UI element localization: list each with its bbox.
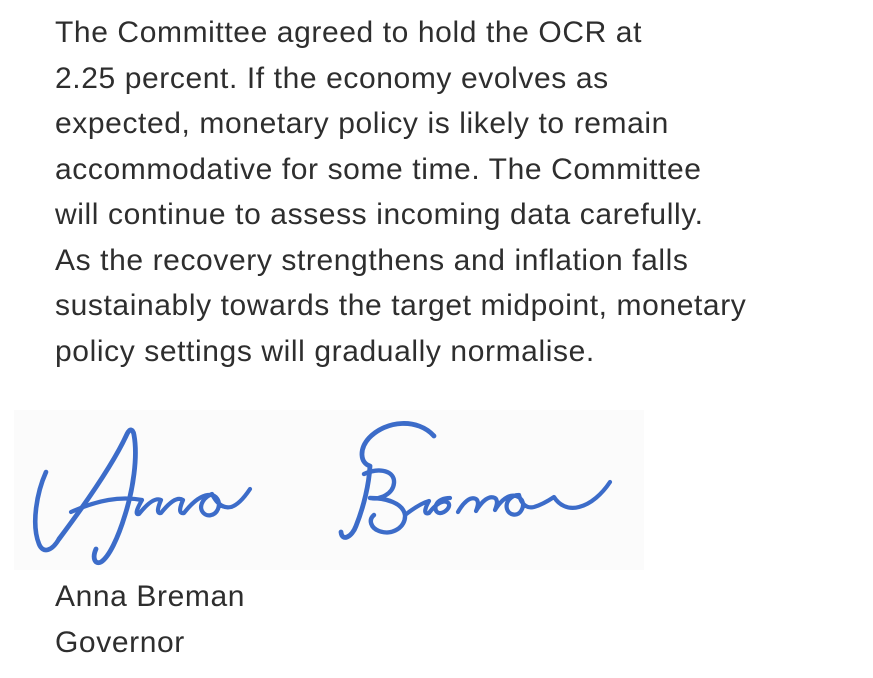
statement-line: sustainably towards the target midpoint, monetary [55,289,747,322]
statement-line: The Committee agreed to hold the OCR at [55,16,643,49]
statement-line: policy settings will gradually normalise. [55,334,595,368]
statement-line: As the recovery strengthens and inflation falls [55,243,689,277]
statement-line: accommodative for some time. The Committee [55,152,702,186]
statement-line: expected, monetary policy is likely to remain [55,107,669,140]
signature-ink-anna-breman [14,410,644,570]
signatory-block [55,574,245,666]
signatory-title: Governor [55,626,185,659]
statement-line: 2.25 percent. If the economy evolves as [55,61,609,95]
signature-image [14,410,644,570]
statement-line: will continue to assess incoming data carefully. [55,198,704,231]
signatory-name: Anna Breman [55,580,246,613]
statement-paragraph [55,10,746,374]
